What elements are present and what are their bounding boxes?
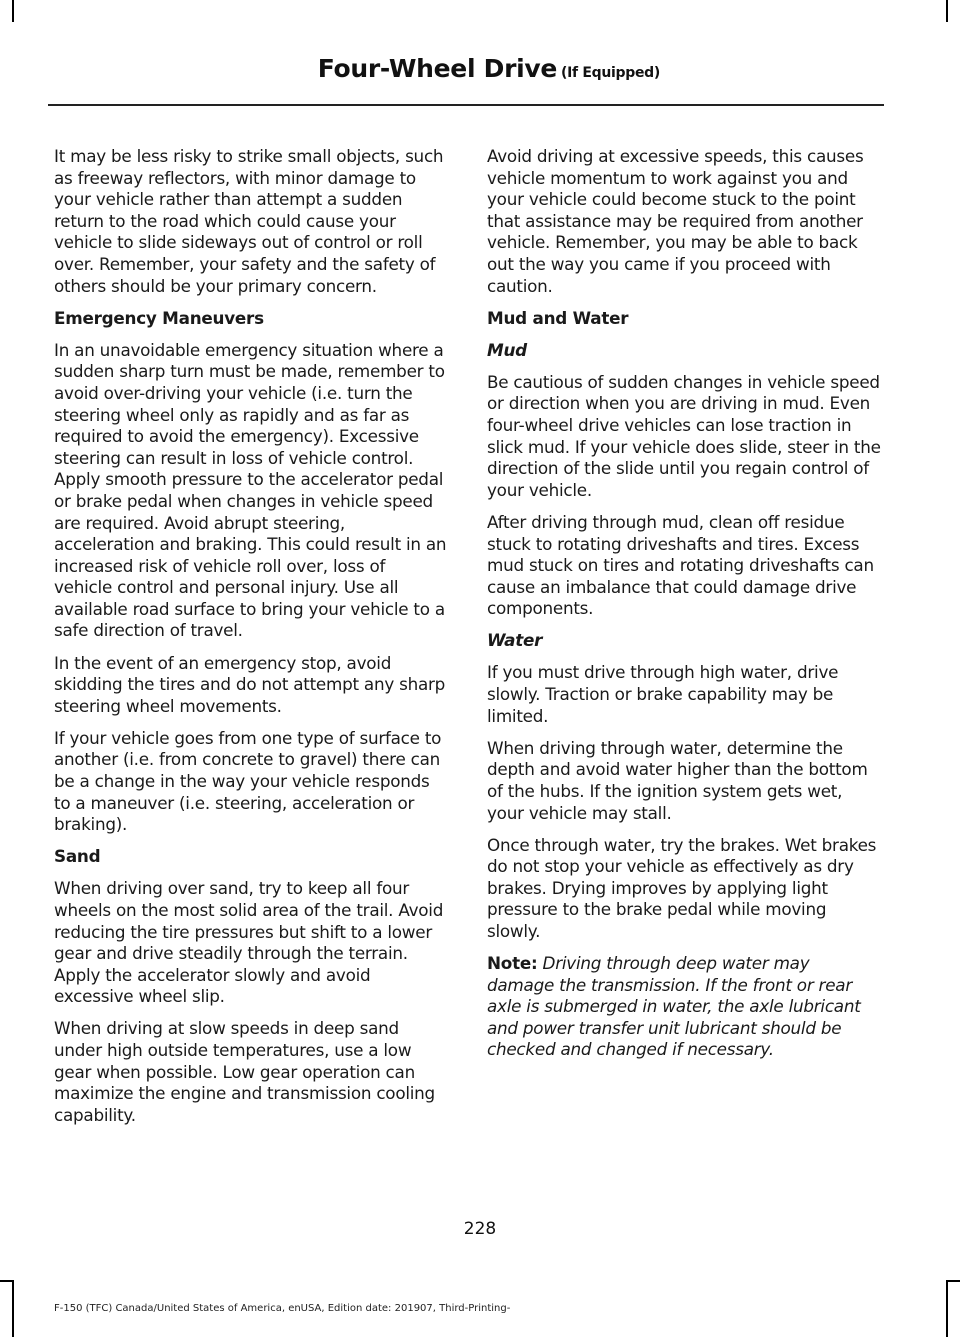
header-title: Four-Wheel Drive [317,54,558,83]
header-subtitle: (If Equipped) [561,65,660,81]
note [487,953,881,1061]
crop-mark-top-right [946,0,948,22]
note-label: Note: [487,953,538,974]
crop-mark-bottom-right [946,1280,948,1337]
page-number: 228 [463,1219,497,1239]
section-heading-mud-and-water: Mud and Water [487,307,629,328]
paragraph: After driving through mud, clean off residue stuck to rotating driveshafts and tires. Excess mud stuck on tires and rotating driveshafts can cause an imbalance that could damage drive components. [487,511,874,619]
paragraph: Avoid driving at excessive speeds, this causes vehicle momentum to work against you and your vehicle could become stuck to the point that assistance may be required from another vehicle. Remember, you may be able to back out the way you came if you proceed with caution. [487,146,864,296]
paragraph: It may be less risky to strike small objects, such as freeway reflectors, with minor damage to your vehicle rather than attempt a sudden return to the road which could cause your vehicle to slide sideways out of control or roll over. Remember, your safety and the safety of others should be your primary concern. [54,146,444,296]
paragraph: In an unavoidable emergency situation where a sudden sharp turn must be made, remember to avoid over-driving your vehicle (i.e. turn the steering wheel only as rapidly and as far as required to avoid the emergency). Excessive steering can result in loss of vehicle control. Apply smooth pressure to the accelerator pedal or brake pedal when changes in vehicle speed are required. Avoid abrupt steering, acceleration and braking. This could result in an increased risk of vehicle roll over, loss of vehicle control and personal injury. Use all available road surface to bring your vehicle to a safe direction of travel. [54,339,447,641]
crop-mark-top-left [12,0,14,22]
header-divider [48,104,884,106]
footer-edition-info: F-150 (TFC) Canada/United States of America, enUSA, Edition date: 201907, Third-Printing- [54,1303,511,1314]
subsection-heading-water: Water [487,630,543,651]
crop-mark-bottom-left-h [0,1280,14,1282]
section-heading-sand: Sand [54,846,101,867]
paragraph: In the event of an emergency stop, avoid skidding the tires and do not attempt any sharp steering wheel movements. [54,652,446,716]
right-column [487,146,881,1072]
subsection-heading-mud: Mud [487,339,527,360]
paragraph: If your vehicle goes from one type of surface to another (i.e. from concrete to gravel) there can be a change in the way your vehicle responds to a maneuver (i.e. steering, acceleration or braking). [54,727,442,835]
paragraph: When driving over sand, try to keep all four wheels on the most solid area of the trail. Avoid reducing the tire pressures but shift to a lower gear and drive steadily through the terrain. Apply the accelerator slowly and avoid excessive wheel slip. [54,878,444,1007]
paragraph: When driving at slow speeds in deep sand under high outside temperatures, use a low gear when possible. Low gear operation can maximize the engine and transmission cooling capability. [54,1018,435,1125]
section-heading-emergency-maneuvers: Emergency Maneuvers [54,307,264,328]
paragraph: If you must drive through high water, drive slowly. Traction or brake capability may be limited. [487,662,839,726]
page-header [318,54,660,83]
paragraph: Be cautious of sudden changes in vehicle speed or direction when you are driving in mud. Even four-wheel drive vehicles can lose traction in slick mud. If your vehicle does slide, steer in the direction of the slide until you regain control of your vehicle. [487,371,881,500]
paragraph: Once through water, try the brakes. Wet brakes do not stop your vehicle as effectively as dry brakes. Drying improves by applying light pressure to the brake pedal while moving slowly. [487,834,877,941]
left-column [54,146,448,1137]
crop-mark-bottom-right-h [946,1280,960,1282]
note-text: Driving through deep water may damage the transmission. If the front or rear axle is submerged in water, the axle lubricant and power transfer unit lubricant should be checked and changed if necessary. [487,953,861,1060]
crop-mark-bottom-left [12,1280,14,1337]
paragraph: When driving through water, determine the depth and avoid water higher than the bottom of the hubs. If the ignition system gets wet, your vehicle may stall. [487,737,868,823]
